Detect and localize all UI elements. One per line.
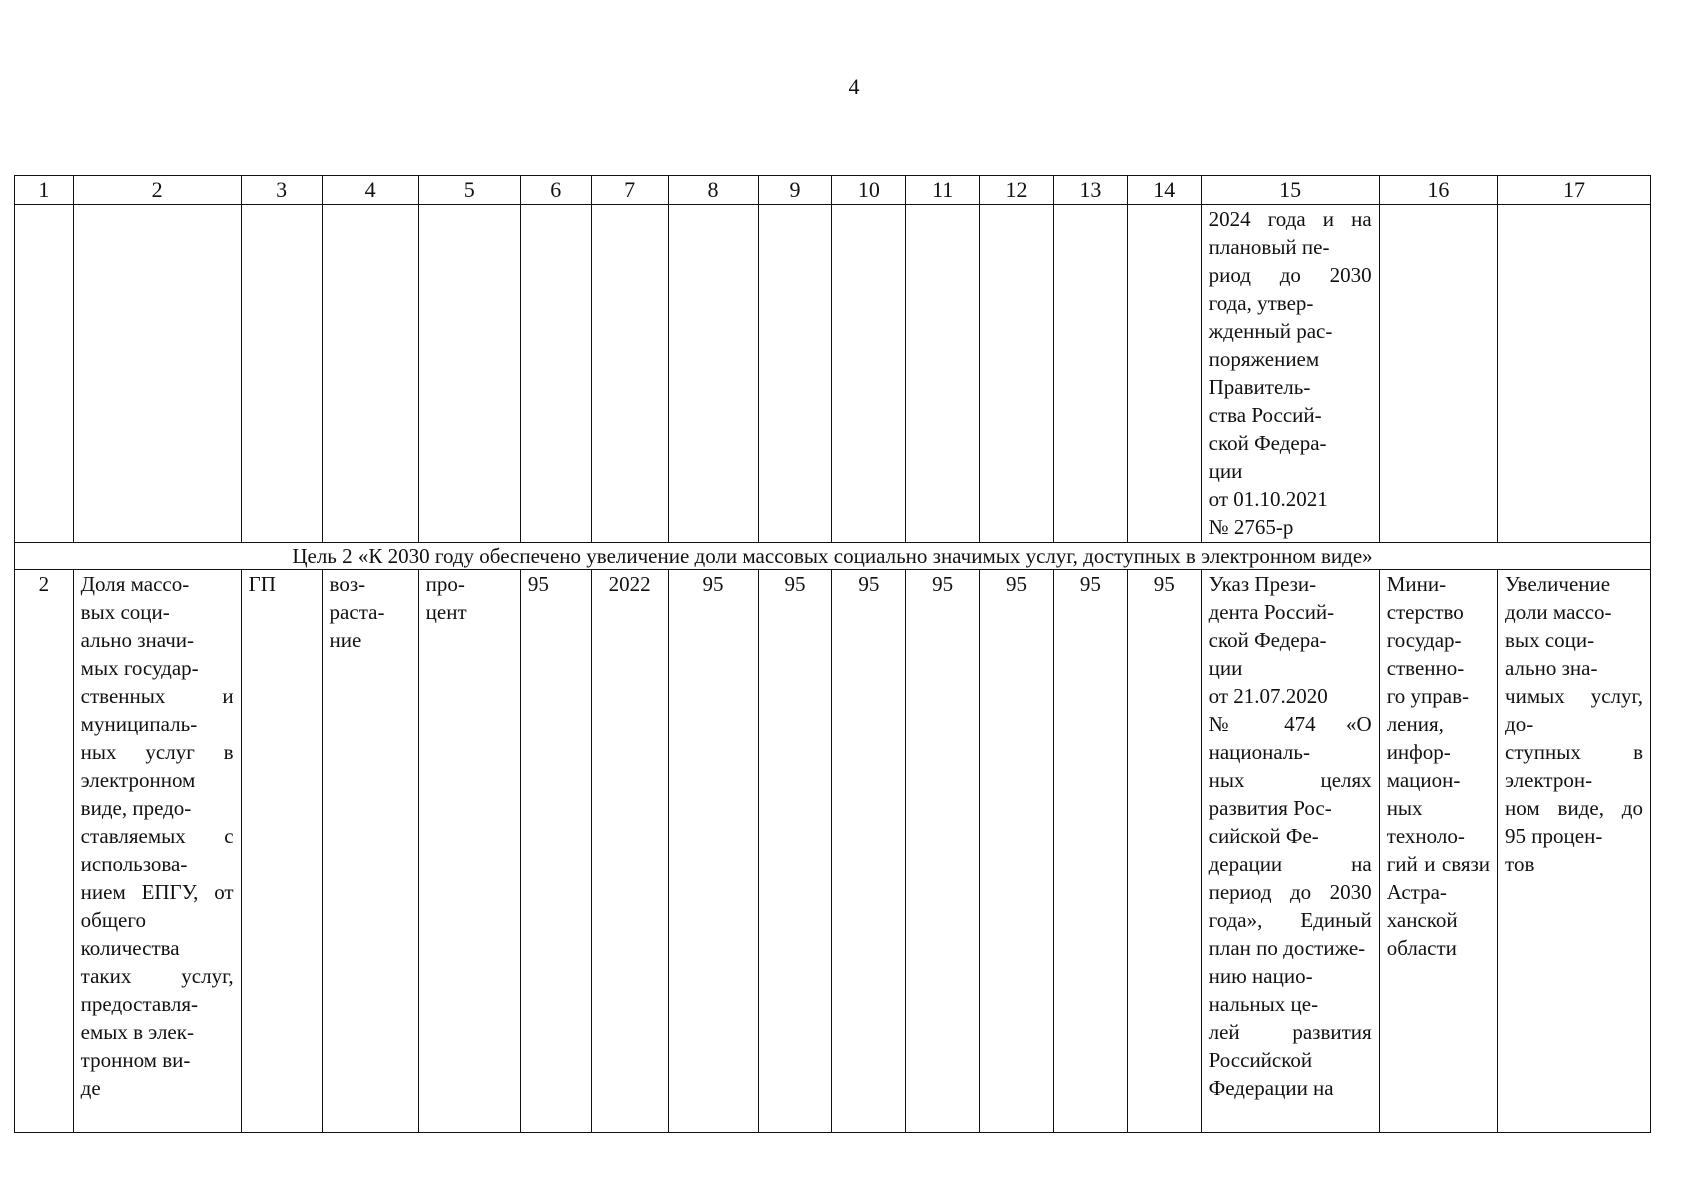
- goal-title: Цель 2 «К 2030 году обеспечено увеличение доли массовых социально значимых услуг, доступных в электронном виде»: [15, 543, 1651, 570]
- column-number: 2: [73, 176, 241, 205]
- table-cell: [1379, 205, 1497, 543]
- column-number: 3: [241, 176, 322, 205]
- table-cell: [1127, 205, 1201, 543]
- column-number: 5: [418, 176, 520, 205]
- goal-row: [15, 543, 1651, 570]
- row-number-cell: 2: [15, 570, 74, 1133]
- column-number: 7: [591, 176, 668, 205]
- value-cell: 95: [832, 570, 906, 1133]
- table-row-indicator: [15, 570, 1651, 1133]
- column-number: 9: [758, 176, 832, 205]
- table-cell: [520, 205, 591, 543]
- column-number: 14: [1127, 176, 1201, 205]
- level-cell: ГП: [241, 570, 322, 1133]
- column-number: 11: [906, 176, 980, 205]
- column-number: 1: [15, 176, 74, 205]
- value-cell: 95: [758, 570, 832, 1133]
- responsible-body-cell: Мини- стерство государ- ственно- го управ- ления, инфор- мацион- ных техноло- гий и связи Астра- ханской области: [1379, 570, 1497, 1133]
- value-cell: 95: [906, 570, 980, 1133]
- column-number: 6: [520, 176, 591, 205]
- legal-basis-cell: Указ Прези- дента Россий- ской Федера- ции от 21.07.2020 № 474 «О националь- ных целях развития Рос- сийской Фе- дерации на период до 2030 года», Единый план по достиже- нию нацио- нальных це- лей развития Российской Федерации на: [1201, 570, 1379, 1133]
- base-value-cell: 95: [520, 570, 591, 1133]
- indicator-name-cell: Доля массо- вых соци- ально значи- мых государ- ственных и муниципаль- ных услуг в электронном виде, предо- ставляемых с использова- нием ЕПГУ, от общего количества таких услуг, предоставля- емых в элек- тронном ви- де: [73, 570, 241, 1133]
- column-number: 16: [1379, 176, 1497, 205]
- column-number: 12: [980, 176, 1054, 205]
- table-cell: [15, 205, 74, 543]
- base-year-cell: 2022: [591, 570, 668, 1133]
- column-number: 8: [668, 176, 758, 205]
- table-header-row: [15, 176, 1651, 205]
- table-cell: [832, 205, 906, 543]
- value-cell: 95: [1053, 570, 1127, 1133]
- table-cell: [1498, 205, 1651, 543]
- legal-basis-cell: 2024 года и на плановый пе- риод до 2030 года, утвер- жденный рас- поряжением Правитель- ства Россий- ской Федера- ции от 01.10.2021 № 2765-р: [1201, 205, 1379, 543]
- value-cell: 95: [980, 570, 1054, 1133]
- column-number: 13: [1053, 176, 1127, 205]
- table-cell: [906, 205, 980, 543]
- table-cell: [418, 205, 520, 543]
- table-cell: [758, 205, 832, 543]
- table-cell: [668, 205, 758, 543]
- table-row-continuation: [15, 205, 1651, 543]
- table-cell: [1053, 205, 1127, 543]
- expected-result-cell: Увеличение доли массо- вых соци- ально зна- чимых услуг, до- ступных в электрон- ном виде, до 95 процен- тов: [1498, 570, 1651, 1133]
- unit-cell: про- цент: [418, 570, 520, 1133]
- column-number: 4: [322, 176, 418, 205]
- table-cell: [322, 205, 418, 543]
- column-number: 10: [832, 176, 906, 205]
- page-number: 4: [848, 74, 860, 99]
- value-cell: 95: [668, 570, 758, 1133]
- trend-cell: воз- раста- ние: [322, 570, 418, 1133]
- column-number: 15: [1201, 176, 1379, 205]
- indicator-table: [14, 175, 1651, 1133]
- table-cell: [73, 205, 241, 543]
- value-cell: 95: [1127, 570, 1201, 1133]
- column-number: 17: [1498, 176, 1651, 205]
- table-cell: [980, 205, 1054, 543]
- table-cell: [591, 205, 668, 543]
- table-cell: [241, 205, 322, 543]
